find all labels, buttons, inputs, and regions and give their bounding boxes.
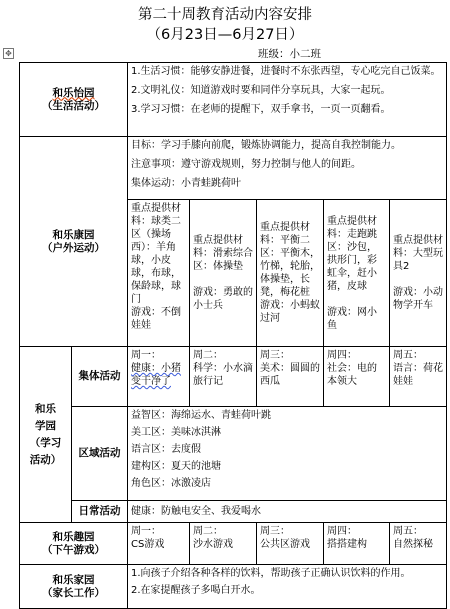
area-game: 游戏：小蚂蚁过河: [260, 300, 320, 324]
life-item: 1.生活习惯：能够安静进餐，进餐时不东张西望，专心吃完自己饭菜。: [131, 66, 441, 77]
study-area-row: [20, 407, 447, 501]
day-label: 周五：: [393, 350, 423, 361]
area-materials: 重点提供材料：平衡二区：平衡木，竹梯，轮胎，体操垫，长凳，梅花桩: [260, 222, 320, 298]
day-content: 自然探秘: [393, 539, 433, 550]
day-content: 社会：电的本领大: [327, 363, 377, 387]
study-sublabel: （学习: [29, 436, 62, 449]
home-item: 2.在家提醒孩子多喝白开水。: [131, 585, 261, 596]
life-item: 3.学习习惯：在老师的提醒下，双手拿书，一页一页翻看。: [131, 104, 391, 115]
move-handle-icon[interactable]: ✥: [3, 48, 14, 59]
outdoor-goal-text: 目标：学习手膝向前爬，锻炼协调能力，提高自我控制能力。: [131, 140, 401, 151]
daily-activity-label: 日常活动: [72, 501, 128, 523]
afternoon-header: [20, 523, 128, 565]
outdoor-goal-row: [20, 137, 447, 200]
afternoon-day-cell: [190, 523, 257, 565]
group-day-cell: [324, 347, 390, 407]
afternoon-label: 和乐趣园: [52, 530, 95, 543]
day-content: CS游戏: [131, 539, 165, 550]
area-game: 游戏：不倒娃娃: [131, 307, 181, 331]
afternoon-day-cell: [257, 523, 324, 565]
area-activity-list: [128, 407, 447, 501]
home-header: [20, 565, 128, 609]
life-label: 和乐怡园: [52, 86, 95, 99]
area-materials: 重点提供材料：滑索综合区：体操垫: [193, 235, 253, 272]
group-day-cell: [128, 347, 190, 407]
group-day-cell: [390, 347, 447, 407]
outdoor-area-cell: [390, 200, 447, 347]
day-label: 周三：: [260, 350, 290, 361]
outdoor-header: [20, 137, 128, 347]
day-label: 周一：: [131, 350, 161, 361]
study-daily-row: [20, 501, 447, 523]
outdoor-group-text: 集体运动：小青蛙跳荷叶: [131, 178, 241, 189]
day-label: 周一：: [131, 526, 161, 537]
day-content: 健康：小猪变干净了: [131, 363, 181, 387]
study-label: 学园: [35, 419, 56, 432]
area-materials: 重点提供材料：走跑跳区：沙包，拱形门，彩虹伞，赶小猪，皮球: [327, 215, 377, 292]
document-subtitle: （6月23日—6月27日）: [146, 27, 304, 43]
day-label: 周二：: [193, 526, 223, 537]
day-label: 周三：: [260, 526, 290, 537]
life-content: [128, 63, 447, 137]
day-label: 周四：: [327, 526, 357, 537]
day-content: 美术：圆圆的西瓜: [260, 363, 320, 387]
afternoon-day-cell: [390, 523, 447, 565]
study-label: 和乐: [35, 402, 56, 415]
area-materials: 重点提供材料：球类二区（操场西）：羊角球，小皮球，布球，保龄球，球门: [131, 203, 181, 305]
outdoor-area-cell: [190, 200, 257, 347]
home-sublabel: （家长工作）: [42, 586, 105, 599]
group-day-cell: [190, 347, 257, 407]
group-day-cell: [257, 347, 324, 407]
afternoon-sublabel: （下午游戏）: [42, 543, 105, 556]
area-game: 游戏：小动物学开车: [393, 287, 443, 311]
area-item: 语言区：去度假: [131, 444, 201, 455]
outdoor-label: 和乐康园: [52, 228, 95, 241]
home-item: 1.向孩子介绍各种各样的饮料，帮助孩子正确认识饮料的作用。: [131, 568, 411, 579]
home-label: 和乐家园: [52, 573, 95, 586]
area-game: 游戏：勇敢的小士兵: [193, 287, 253, 311]
day-content: 沙水游戏: [193, 539, 233, 550]
day-content: 语言：荷花娃娃: [393, 363, 443, 387]
area-item: 益智区：海绵运水、青蛙荷叶跳: [131, 410, 271, 421]
area-item: 角色区：冰激凌店: [131, 478, 211, 489]
afternoon-day-cell: [324, 523, 390, 565]
day-content: 搭搭建构: [327, 539, 367, 550]
life-header: [20, 63, 128, 137]
life-sublabel: （生活活动）: [42, 99, 105, 112]
afternoon-day-cell: [128, 523, 190, 565]
outdoor-sublabel: （户外运动）: [42, 241, 105, 254]
day-label: 周四：: [327, 350, 357, 361]
life-row: [20, 63, 447, 137]
study-group-row: [20, 347, 447, 407]
outdoor-notes-text: 注意事项：遵守游戏规则，努力控制与他人的间距。: [131, 159, 361, 170]
day-label: 周五：: [393, 526, 423, 537]
outdoor-area-cell: [324, 200, 390, 347]
day-content: 科学：小水滴旅行记: [193, 363, 253, 387]
schedule-table: [19, 62, 447, 609]
document-title: 第二十周教育活动内容安排: [138, 7, 312, 23]
afternoon-row: [20, 523, 447, 565]
day-label: 周二：: [193, 350, 223, 361]
study-header: [20, 347, 72, 523]
outdoor-goal: [128, 137, 447, 200]
area-game: 游戏：网小鱼: [327, 306, 377, 331]
outdoor-area-cell: [128, 200, 190, 347]
daily-activity-content: 健康：防触电安全、我爱喝水: [128, 501, 447, 523]
study-sublabel: 活动）: [29, 453, 62, 466]
day-content: 公共区游戏: [260, 539, 310, 550]
group-activity-label: 集体活动: [72, 347, 128, 407]
home-content: [128, 565, 447, 609]
class-label: 班级：小二班: [258, 48, 321, 60]
area-materials: 重点提供材料：大型玩具2: [393, 235, 443, 272]
area-item: 美工区：美味冰淇淋: [131, 427, 221, 438]
area-item: 建构区：夏天的池塘: [131, 461, 221, 472]
home-row: [20, 565, 447, 609]
outdoor-area-cell: [257, 200, 324, 347]
area-activity-label: 区域活动: [72, 407, 128, 501]
life-item: 2.文明礼仪：知道游戏时要和同伴分享玩具，大家一起玩。: [131, 85, 391, 96]
